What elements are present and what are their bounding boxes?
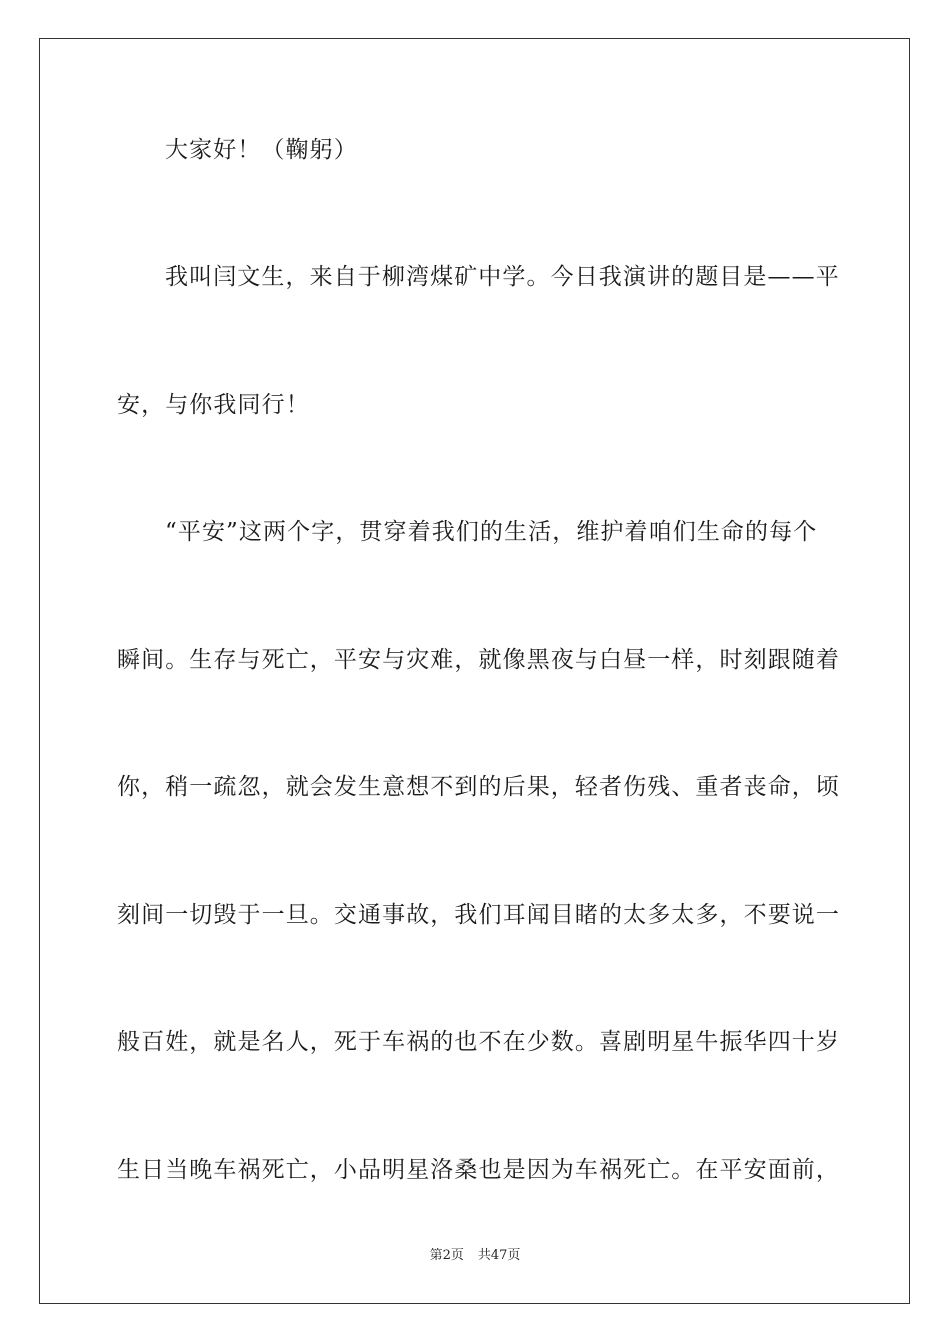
- paragraph-line: 般百姓，就是名人，死于车祸的也不在少数。喜剧明星牛振华四十岁: [117, 1029, 840, 1055]
- page-total: 共47页: [477, 1248, 521, 1263]
- page-number: 第2页: [429, 1248, 464, 1263]
- paragraph-line: “平安”这两个字，贯穿着我们的生活，维护着咱们生命的每个: [165, 519, 818, 545]
- paragraph-line: 刻间一切毁于一旦。交通事故，我们耳闻目睹的太多太多，不要说一: [117, 902, 840, 928]
- paragraph-line: 瞬间。生存与死亡，平安与灾难，就像黑夜与白昼一样，时刻跟随着: [117, 647, 840, 673]
- paragraph-line: 你，稍一疏忽，就会发生意想不到的后果，轻者伤残、重者丧命，顷: [117, 774, 840, 800]
- page-footer: [0, 1247, 950, 1265]
- paragraph-line: 安，与你我同行！: [117, 392, 310, 418]
- paragraph-line: 生日当晚车祸死亡，小品明星洛桑也是因为车祸死亡。在平安面前，: [117, 1157, 840, 1183]
- paragraph-line: 我叫闫文生，来自于柳湾煤矿中学。今日我演讲的题目是——平: [165, 264, 840, 290]
- paragraph-line: 大家好！（鞠躬）: [165, 137, 358, 163]
